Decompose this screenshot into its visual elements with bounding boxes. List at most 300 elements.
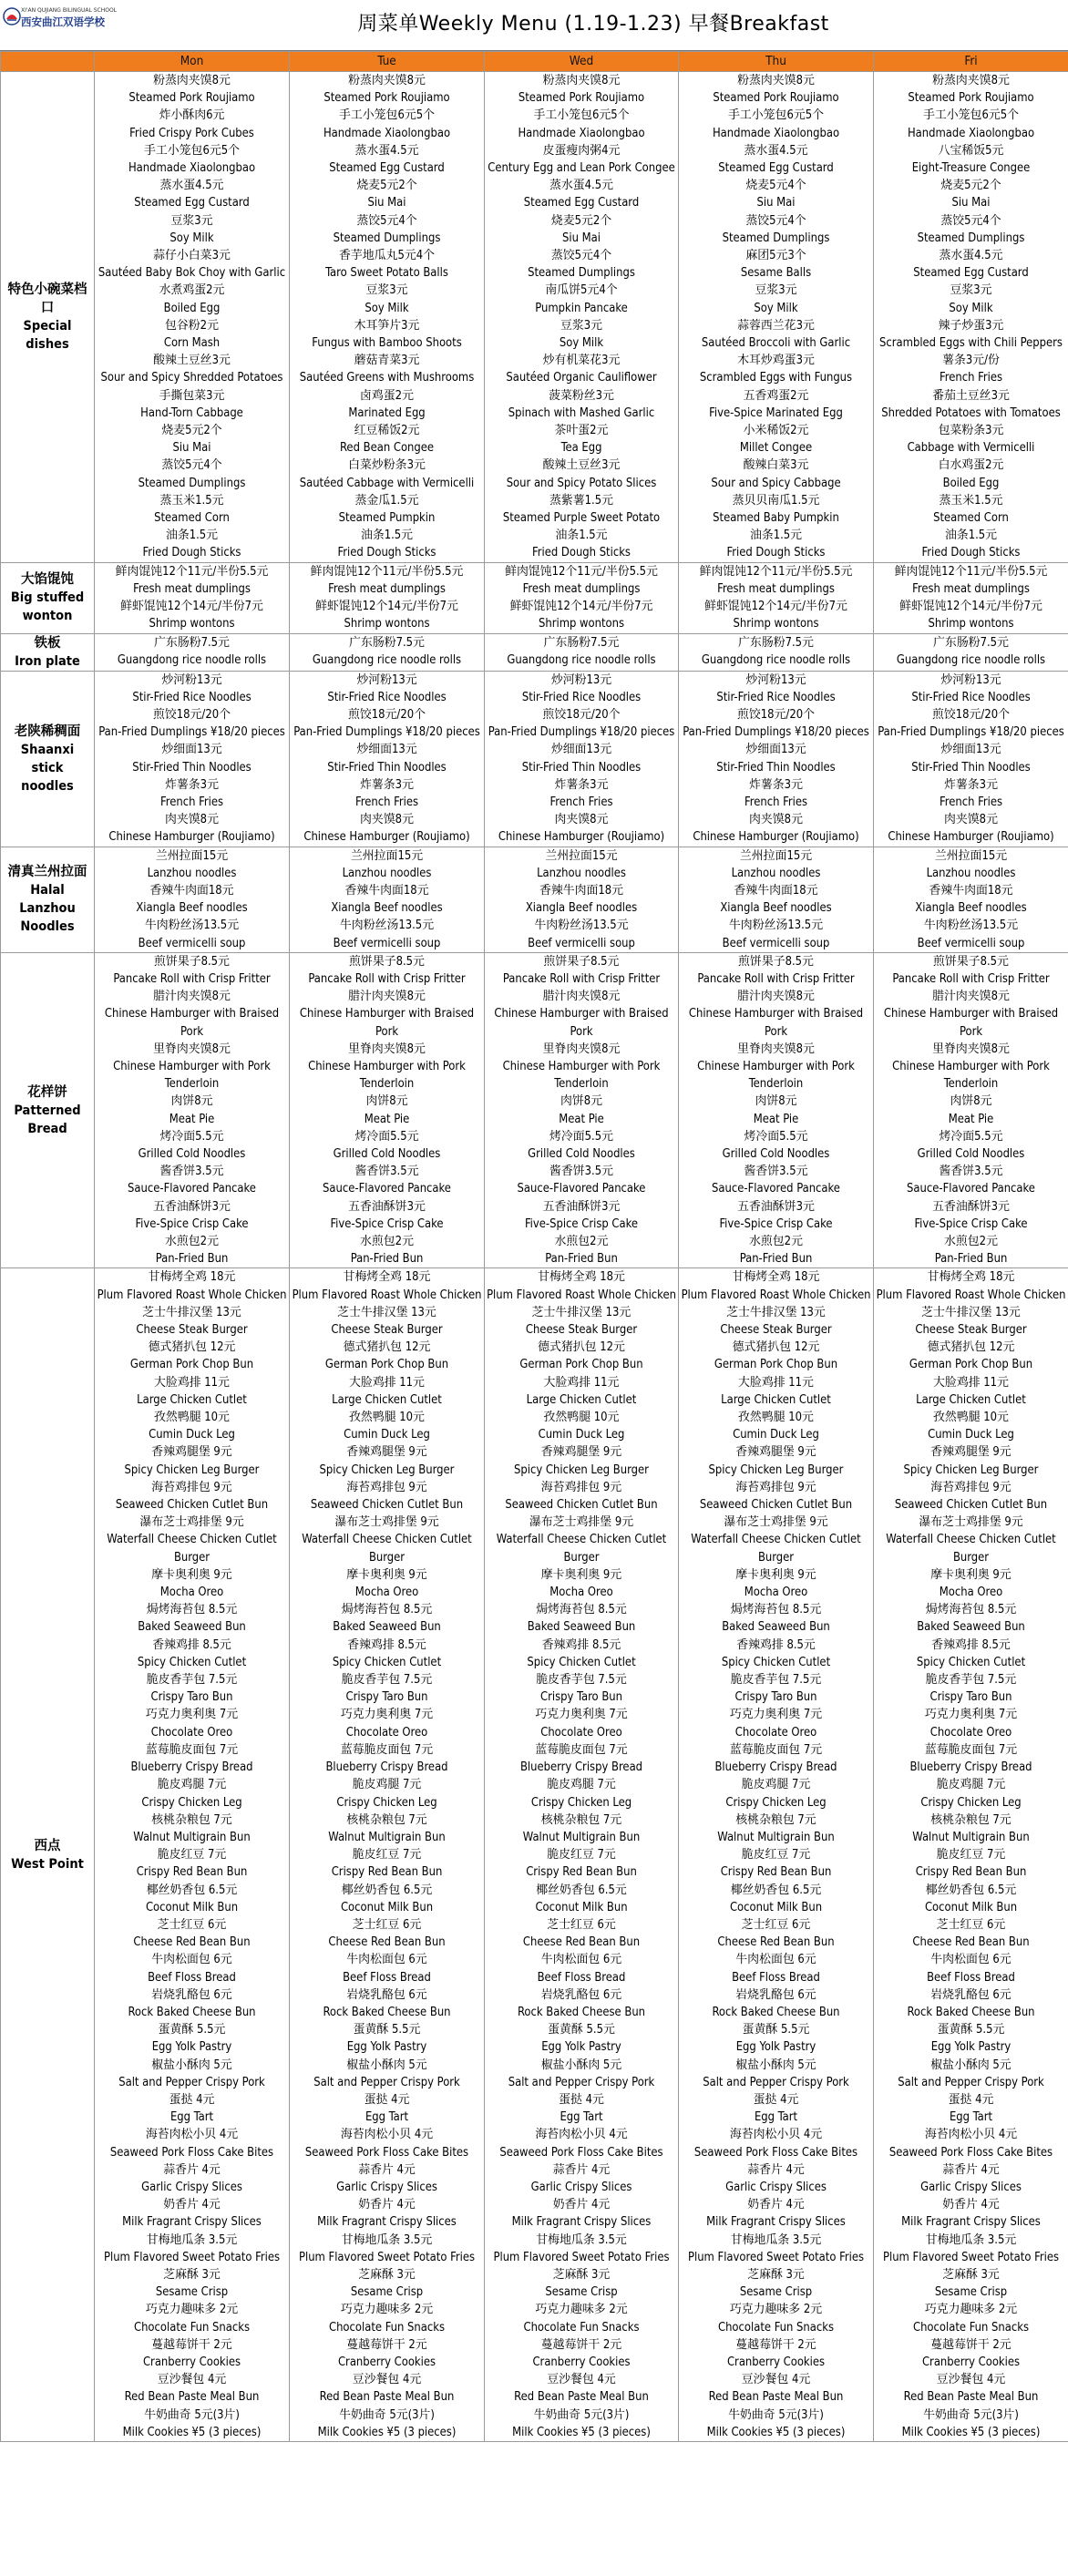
- menu-item-line: 奶香片 4元: [552, 2198, 611, 2212]
- menu-item-line: Steamed Pork Roujiamo: [128, 91, 255, 106]
- menu-item-line: Five-Spice Crisp Cake: [330, 1216, 444, 1231]
- menu-item-line: Plum Flavored Sweet Potato Fries: [298, 2250, 476, 2264]
- menu-item-line: Pan-Fried Dumplings ¥18/20 pieces: [293, 725, 480, 740]
- menu-item-line: Shrimp wontons: [928, 617, 1014, 631]
- menu-item-line: 卤鸡蛋2元: [360, 388, 414, 403]
- menu-item-line: Spicy Chicken Leg Burger: [903, 1462, 1039, 1477]
- menu-item-line: 鲜肉馄饨12个11元/半份5.5元: [310, 564, 464, 579]
- menu-item-line: Steamed Pork Roujiamo: [713, 91, 839, 106]
- menu-item-line: Lanzhou noodles: [731, 866, 821, 880]
- menu-item-line: Plum Flavored Sweet Potato Fries: [493, 2250, 670, 2264]
- menu-cell-wed: [485, 633, 679, 671]
- menu-item-line: 脆皮香芋包 7.5元: [536, 1673, 627, 1688]
- menu-item-line: 大脸鸡排 11元: [933, 1375, 1009, 1390]
- menu-item-line: Xiangla Beef noodles: [525, 901, 638, 916]
- category-name-cn: 铁板: [34, 635, 61, 651]
- menu-item-line: 海苔鸡排包 9元: [346, 1480, 427, 1494]
- menu-item-line: Coconut Milk Bun: [145, 1900, 239, 1914]
- category-row-big-stuffed-wonton: [1, 562, 1068, 633]
- menu-item-line: Fungus with Bamboo Shoots: [312, 336, 462, 351]
- menu-cell-wed: [485, 1268, 679, 2442]
- menu-item-line: Red Bean Paste Meal Bun: [319, 2390, 455, 2405]
- menu-item-line: 蒸饺5元4个: [161, 458, 222, 473]
- menu-item-line: 烧麦5元2个: [356, 179, 417, 193]
- menu-item-line: Guangdong rice noodle rolls: [117, 652, 267, 667]
- menu-cell-wed: [485, 562, 679, 633]
- menu-item-line: 兰州拉面15元: [350, 848, 424, 863]
- menu-item-line: Grilled Cold Noodles: [722, 1146, 830, 1161]
- category-name-en: West Point: [11, 1856, 84, 1872]
- menu-item-line: Soy Milk: [949, 301, 993, 315]
- menu-item-line: Crispy Chicken Leg: [336, 1795, 437, 1810]
- menu-item-line: 水煎包2元: [165, 1235, 219, 1248]
- menu-item-line: Spicy Chicken Leg Burger: [319, 1462, 455, 1477]
- menu-item-line: Steamed Dumplings: [722, 231, 830, 245]
- menu-item-line: 煎饼果子8.5元: [349, 954, 425, 969]
- menu-cell-wed: [485, 847, 679, 952]
- menu-item-line: 脆皮红豆 7元: [352, 1848, 422, 1863]
- menu-item-line: 芝麻酥 3元: [552, 2267, 611, 2282]
- menu-item-line: Baked Seaweed Bun: [722, 1620, 830, 1635]
- menu-item-line: 香辣鸡排 8.5元: [347, 1637, 426, 1652]
- menu-item-line: Pumpkin Pancake: [535, 301, 628, 315]
- menu-item-line: 蒸饺5元4个: [745, 213, 806, 228]
- category-label: [1, 72, 95, 563]
- menu-item-line: 德式猪扒包 12元: [927, 1340, 1015, 1355]
- menu-item-line: 辣子炒蛋3元: [938, 318, 1004, 333]
- menu-item-line: 广东肠粉7.5元: [543, 635, 620, 650]
- menu-item-line: Cheese Steak Burger: [915, 1323, 1027, 1338]
- menu-item-line: Guangdong rice noodle rolls: [896, 652, 1046, 667]
- menu-item-line: Pan-Fried Bun: [934, 1252, 1008, 1267]
- menu-item-line: 酸辣土豆丝3元: [542, 458, 621, 473]
- category-name-en: Shaanxi stick noodles: [20, 742, 75, 794]
- menu-item-line: Pancake Roll with Crisp Fritter: [892, 971, 1050, 986]
- menu-item-line: 核桃杂粮包 7元: [151, 1812, 232, 1827]
- menu-item-line: Scrambled Eggs with Chili Peppers: [879, 336, 1063, 351]
- menu-item-line: Sauce-Flavored Pancake: [128, 1182, 256, 1196]
- menu-item-line: 煎饺18元/20个: [932, 707, 1010, 722]
- menu-item-line: 兰州拉面15元: [155, 848, 229, 863]
- menu-item-line: 蓝莓脆皮面包 7元: [535, 1742, 628, 1757]
- menu-item-line: 煎饼果子8.5元: [154, 954, 230, 969]
- menu-item-line: Beef vermicelli soup: [917, 936, 1025, 950]
- menu-item-line: 香辣牛肉面18元: [734, 883, 818, 898]
- menu-item-line: Milk Cookies ¥5 (3 pieces): [706, 2425, 846, 2439]
- menu-item-line: Seaweed Pork Floss Cake Bites: [109, 2145, 274, 2160]
- menu-item-line: 核桃杂粮包 7元: [735, 1812, 816, 1827]
- menu-item-line: Steamed Dumplings: [528, 266, 635, 281]
- menu-item-line: Sesame Balls: [740, 266, 812, 281]
- menu-item-line: Sautéed Baby Bok Choy with Garlic: [98, 266, 286, 281]
- category-row-west-point: [1, 1268, 1068, 2442]
- menu-item-line: 蛋黄酥 5.5元: [158, 2023, 226, 2037]
- menu-item-line: Red Bean Paste Meal Bun: [903, 2390, 1039, 2405]
- menu-item-line: Cranberry Cookies: [142, 2355, 241, 2369]
- menu-item-line: Pancake Roll with Crisp Fritter: [697, 971, 855, 986]
- menu-item-line: 海苔肉松小贝 4元: [340, 2128, 434, 2142]
- category-name-cn: 老陕稀稠面: [14, 724, 81, 739]
- menu-item-line: 鲜肉馄饨12个11元/半份5.5元: [699, 564, 853, 579]
- menu-item-line: Walnut Multigrain Bun: [328, 1830, 446, 1844]
- menu-item-line: Walnut Multigrain Bun: [717, 1830, 835, 1844]
- menu-item-line: 手工小笼包6元5个: [728, 108, 824, 123]
- menu-item-line: Red Bean Paste Meal Bun: [708, 2390, 844, 2405]
- menu-item-line: 芝麻酥 3元: [358, 2267, 416, 2282]
- menu-item-line: 五香油酥饼3元: [737, 1199, 815, 1214]
- menu-item-line: 甘梅地瓜条 3.5元: [730, 2232, 822, 2247]
- menu-item-line: Blueberry Crispy Bread: [130, 1760, 253, 1775]
- menu-item-line: Cumin Duck Leg: [344, 1428, 430, 1442]
- menu-item-line: 炸薯条3元: [360, 777, 414, 792]
- menu-item-line: Plum Flavored Roast Whole Chicken: [97, 1288, 287, 1302]
- menu-item-line: 蒜蓉西兰花3元: [737, 318, 815, 333]
- menu-item-line: Blueberry Crispy Bread: [519, 1760, 643, 1775]
- menu-item-line: Plum Flavored Sweet Potato Fries: [882, 2250, 1060, 2264]
- menu-item-line: Egg Tart: [365, 2110, 409, 2125]
- menu-item-line: 番茄土豆丝3元: [932, 388, 1010, 403]
- menu-item-line: Chocolate Fun Snacks: [328, 2320, 446, 2335]
- menu-item-line: Fresh meat dumplings: [522, 581, 641, 596]
- menu-item-line: Sauce-Flavored Pancake: [323, 1182, 451, 1196]
- menu-item-line: 红豆稀饭2元: [354, 424, 420, 438]
- menu-item-line: Beef Floss Bread: [927, 1970, 1015, 1985]
- menu-item-line: Cheese Red Bean Bun: [133, 1935, 251, 1950]
- menu-item-line: Steamed Dumplings: [333, 231, 441, 245]
- menu-item-line: 瀑布芝士鸡排堡 9元: [724, 1515, 828, 1530]
- menu-item-line: German Pork Chop Bun: [909, 1358, 1033, 1372]
- menu-item-line: 烧麦5元2个: [940, 179, 1001, 193]
- menu-item-line: Cumin Duck Leg: [538, 1428, 625, 1442]
- menu-item-line: 蓝莓脆皮面包 7元: [145, 1742, 239, 1757]
- menu-item-line: Cumin Duck Leg: [149, 1428, 235, 1442]
- menu-item-line: 豆浆3元: [365, 283, 408, 298]
- menu-item-line: 焗烤海苔包 8.5元: [146, 1603, 238, 1617]
- weekly-menu-table: [0, 51, 1068, 2442]
- menu-item-line: Milk Cookies ¥5 (3 pieces): [122, 2425, 262, 2439]
- menu-item-line: 香辣鸡腿堡 9元: [151, 1445, 232, 1460]
- menu-item-line: 脆皮香芋包 7.5元: [146, 1673, 238, 1688]
- menu-item-line: Waterfall Cheese Chicken Cutlet Burger: [691, 1533, 861, 1565]
- menu-item-line: 油条1.5元: [165, 529, 219, 543]
- menu-item-line: Red Bean Paste Meal Bun: [124, 2390, 260, 2405]
- menu-item-line: Walnut Multigrain Bun: [522, 1830, 641, 1844]
- menu-item-line: 手工小笼包6元5个: [923, 108, 1019, 123]
- menu-item-line: Grilled Cold Noodles: [528, 1146, 635, 1161]
- menu-item-line: 蒸水蛋4.5元: [549, 179, 613, 193]
- menu-cell-tue: [290, 671, 485, 847]
- menu-item-line: Stir-Fried Rice Noodles: [327, 690, 447, 704]
- menu-item-line: 瀑布芝士鸡排堡 9元: [529, 1515, 634, 1530]
- category-name-en: Special dishes: [23, 318, 72, 352]
- menu-item-line: 甘梅烤全鸡 18元: [732, 1270, 820, 1285]
- menu-item-line: 牛肉松面包 6元: [151, 1953, 232, 1967]
- menu-item-line: 岩烧乳酪包 6元: [930, 1987, 1012, 2002]
- menu-item-line: 手工小笼包6元5个: [339, 108, 435, 123]
- menu-item-line: 香芋地瓜丸5元4个: [339, 249, 435, 263]
- menu-item-line: Plum Flavored Roast Whole Chicken: [681, 1288, 871, 1302]
- menu-cell-wed: [485, 952, 679, 1268]
- menu-item-line: Pan-Fried Dumplings ¥18/20 pieces: [683, 725, 869, 740]
- menu-item-line: 炸薯条3元: [749, 777, 803, 792]
- menu-item-line: Sauce-Flavored Pancake: [517, 1182, 646, 1196]
- menu-item-line: 炒河粉13元: [550, 672, 612, 687]
- menu-cell-mon: [95, 952, 290, 1268]
- menu-item-line: Five-Spice Marinated Egg: [709, 405, 843, 420]
- menu-item-line: 德式猪扒包 12元: [343, 1340, 431, 1355]
- menu-item-line: Baked Seaweed Bun: [138, 1620, 246, 1635]
- menu-item-line: Egg Yolk Pastry: [151, 2040, 232, 2055]
- menu-item-line: 炒有机菜花3元: [542, 354, 621, 368]
- menu-item-line: 巧克力趣味多 2元: [924, 2303, 1018, 2317]
- menu-item-line: 肉饼8元: [365, 1094, 408, 1109]
- menu-item-line: 牛奶曲奇 5元(3片): [923, 2407, 1019, 2422]
- menu-item-line: Pancake Roll with Crisp Fritter: [308, 971, 466, 986]
- menu-item-line: Chocolate Fun Snacks: [717, 2320, 835, 2335]
- menu-item-line: Xiangla Beef noodles: [915, 901, 1027, 916]
- menu-item-line: Lanzhou noodles: [147, 866, 237, 880]
- menu-cell-tue: [290, 72, 485, 563]
- menu-item-line: 脆皮香芋包 7.5元: [925, 1673, 1017, 1688]
- menu-item-line: Guangdong rice noodle rolls: [312, 652, 462, 667]
- menu-item-line: 蛋黄酥 5.5元: [353, 2023, 421, 2037]
- menu-item-line: Chocolate Fun Snacks: [912, 2320, 1030, 2335]
- menu-item-line: Sesame Crisp: [739, 2285, 813, 2300]
- menu-item-line: 香辣鸡排 8.5元: [541, 1637, 621, 1652]
- menu-item-line: Stir-Fried Thin Noodles: [716, 760, 836, 775]
- menu-item-line: Shrimp wontons: [344, 617, 430, 631]
- menu-item-line: 薯条3元/份: [942, 354, 1000, 368]
- menu-item-line: 炒河粉13元: [745, 672, 806, 687]
- menu-item-line: German Pork Chop Bun: [714, 1358, 838, 1372]
- menu-item-line: 核桃杂粮包 7元: [540, 1812, 622, 1827]
- menu-item-line: 芝麻酥 3元: [942, 2267, 1000, 2282]
- menu-cell-tue: [290, 847, 485, 952]
- menu-item-line: Plum Flavored Roast Whole Chicken: [292, 1288, 482, 1302]
- menu-item-line: 德式猪扒包 12元: [732, 1340, 820, 1355]
- menu-item-line: 芝士牛排汉堡 13元: [337, 1305, 436, 1319]
- menu-item-line: 大脸鸡排 11元: [349, 1375, 425, 1390]
- menu-item-line: 豆沙餐包 4元: [157, 2373, 227, 2387]
- menu-item-line: 手工小笼包6元5个: [144, 143, 240, 158]
- menu-item-line: 水煎包2元: [360, 1235, 414, 1248]
- menu-item-line: 德式猪扒包 12元: [148, 1340, 236, 1355]
- menu-item-line: 巧克力奥利奥 7元: [145, 1708, 239, 1722]
- menu-item-line: Plum Flavored Sweet Potato Fries: [687, 2250, 865, 2264]
- menu-item-line: Baked Seaweed Bun: [527, 1620, 636, 1635]
- menu-item-line: Soy Milk: [365, 301, 409, 315]
- menu-item-line: Siu Mai: [172, 441, 211, 456]
- menu-item-line: 五香油酥饼3元: [542, 1199, 621, 1214]
- menu-item-line: Large Chicken Cutlet: [916, 1392, 1026, 1407]
- menu-item-line: 蒜仔小白菜3元: [153, 249, 231, 263]
- menu-item-line: 椒盐小酥肉 5元: [540, 2058, 622, 2072]
- menu-item-line: Chocolate Oreo: [734, 1725, 817, 1740]
- menu-item-line: 瀑布芝士鸡排堡 9元: [139, 1515, 244, 1530]
- menu-item-line: Large Chicken Cutlet: [137, 1392, 247, 1407]
- menu-item-line: Seaweed Chicken Cutlet Bun: [894, 1498, 1048, 1513]
- menu-item-line: 五香油酥饼3元: [348, 1199, 426, 1214]
- menu-item-line: Crispy Chicken Leg: [920, 1795, 1022, 1810]
- menu-item-line: 酱香饼3.5元: [939, 1165, 1003, 1179]
- category-name-cn: 大馅馄饨: [21, 572, 74, 588]
- menu-item-line: 五香油酥饼3元: [932, 1199, 1010, 1214]
- menu-item-line: Plum Flavored Roast Whole Chicken: [487, 1288, 676, 1302]
- menu-item-line: 豆浆3元: [950, 283, 992, 298]
- menu-item-line: Sesame Crisp: [350, 2285, 424, 2300]
- menu-item-line: Pancake Roll with Crisp Fritter: [113, 971, 271, 986]
- menu-item-line: 鲜虾馄饨12个14元/半份7元: [704, 600, 847, 614]
- menu-item-line: Fried Dough Sticks: [532, 546, 631, 560]
- menu-item-line: Shrimp wontons: [538, 617, 624, 631]
- menu-item-line: 粉蒸肉夹馍8元: [153, 74, 231, 87]
- menu-item-line: Crispy Taro Bun: [150, 1690, 233, 1705]
- category-name-en: Halal Lanzhou Noodles: [19, 883, 76, 935]
- menu-item-line: 肉饼8元: [755, 1094, 797, 1109]
- menu-item-line: Egg Tart: [560, 2110, 603, 2125]
- menu-item-line: Salt and Pepper Crispy Pork: [118, 2075, 265, 2089]
- menu-item-line: Milk Fragrant Crispy Slices: [317, 2215, 457, 2230]
- menu-item-line: Steamed Pork Roujiamo: [908, 91, 1034, 106]
- menu-item-line: Millet Congee: [739, 441, 813, 456]
- menu-item-line: Large Chicken Cutlet: [721, 1392, 831, 1407]
- menu-item-line: Chinese Hamburger with Pork Tenderloin: [697, 1059, 855, 1092]
- menu-item-line: 兰州拉面15元: [545, 848, 618, 863]
- menu-item-line: 煎饺18元/20个: [348, 707, 426, 722]
- menu-item-line: 椰丝奶香包 6.5元: [146, 1883, 238, 1897]
- menu-item-line: German Pork Chop Bun: [129, 1358, 254, 1372]
- menu-item-line: Walnut Multigrain Bun: [912, 1830, 1030, 1844]
- menu-item-line: Handmade Xiaolongbao: [518, 126, 645, 140]
- menu-item-line: Steamed Egg Custard: [523, 196, 640, 210]
- menu-item-line: Large Chicken Cutlet: [526, 1392, 637, 1407]
- menu-item-line: 蛋黄酥 5.5元: [548, 2023, 615, 2037]
- menu-item-line: 孜然鸭腿 10元: [933, 1411, 1009, 1425]
- menu-item-line: Beef vermicelli soup: [722, 936, 830, 950]
- menu-item-line: Spicy Chicken Leg Burger: [514, 1462, 649, 1477]
- menu-item-line: 岩烧乳酪包 6元: [151, 1987, 232, 2002]
- menu-item-line: 鲜肉馄饨12个11元/半份5.5元: [894, 564, 1048, 579]
- menu-item-line: Soy Milk: [559, 336, 604, 351]
- menu-item-line: 粉蒸肉夹馍8元: [737, 74, 815, 87]
- menu-item-line: 鲜肉馄饨12个11元/半份5.5元: [115, 564, 269, 579]
- menu-item-line: Seaweed Pork Floss Cake Bites: [693, 2145, 858, 2160]
- menu-item-line: 蒜香片 4元: [747, 2162, 805, 2177]
- menu-item-line: 芝士红豆 6元: [547, 1917, 616, 1932]
- menu-item-line: Steamed Egg Custard: [329, 161, 445, 176]
- menu-item-line: 孜然鸭腿 10元: [349, 1411, 425, 1425]
- menu-item-line: Rock Baked Cheese Bun: [712, 2005, 840, 2019]
- menu-cell-fri: [874, 671, 1068, 847]
- menu-item-line: Sautéed Greens with Mushrooms: [299, 371, 475, 385]
- menu-item-line: Cheese Steak Burger: [331, 1323, 443, 1338]
- menu-item-line: Crispy Red Bean Bun: [136, 1865, 248, 1880]
- menu-item-line: Chocolate Oreo: [929, 1725, 1012, 1740]
- menu-item-line: Fresh meat dumplings: [717, 581, 835, 596]
- menu-item-line: 蔓越莓饼干 2元: [735, 2337, 816, 2352]
- menu-item-line: 腊汁肉夹馍8元: [542, 990, 621, 1004]
- menu-item-line: 水煎包2元: [749, 1235, 803, 1248]
- menu-item-line: 脆皮红豆 7元: [741, 1848, 811, 1863]
- menu-item-line: 蒸水蛋4.5元: [939, 249, 1003, 263]
- menu-cell-thu: [679, 1268, 874, 2442]
- menu-item-line: 脆皮鸡腿 7元: [352, 1778, 422, 1792]
- menu-item-line: Stir-Fried Rice Noodles: [911, 690, 1031, 704]
- menu-item-line: Meat Pie: [753, 1112, 799, 1126]
- menu-item-line: 蒸水蛋4.5元: [354, 143, 419, 158]
- menu-item-line: Red Bean Congee: [339, 441, 435, 456]
- menu-item-line: 瀑布芝士鸡排堡 9元: [919, 1515, 1023, 1530]
- menu-item-line: Cranberry Cookies: [337, 2355, 436, 2369]
- menu-item-line: Boiled Egg: [163, 301, 221, 315]
- menu-item-line: 煎饺18元/20个: [542, 707, 621, 722]
- menu-item-line: Coconut Milk Bun: [340, 1900, 434, 1914]
- menu-item-line: 肉饼8元: [560, 1094, 603, 1109]
- menu-item-line: 油条1.5元: [555, 529, 608, 543]
- menu-item-line: Waterfall Cheese Chicken Cutlet Burger: [107, 1533, 277, 1565]
- menu-item-line: 椰丝奶香包 6.5元: [341, 1883, 433, 1897]
- menu-item-line: Steamed Purple Sweet Potato: [502, 511, 661, 526]
- menu-item-line: Beef vermicelli soup: [528, 936, 635, 950]
- menu-item-line: Handmade Xiaolongbao: [128, 161, 256, 176]
- menu-item-line: 甘梅烤全鸡 18元: [927, 1270, 1015, 1285]
- menu-item-line: 牛肉松面包 6元: [346, 1953, 427, 1967]
- menu-item-line: 甘梅地瓜条 3.5元: [341, 2232, 433, 2247]
- menu-cell-fri: [874, 1268, 1068, 2442]
- menu-item-line: Cheese Steak Burger: [136, 1323, 248, 1338]
- menu-item-line: 椒盐小酥肉 5元: [930, 2058, 1012, 2072]
- menu-item-line: Five-Spice Crisp Cake: [719, 1216, 833, 1231]
- menu-item-line: Eight-Treasure Congee: [911, 161, 1031, 176]
- menu-item-line: 豆沙餐包 4元: [547, 2373, 616, 2387]
- menu-item-line: 茶叶蛋2元: [554, 424, 609, 438]
- menu-item-line: Cranberry Cookies: [726, 2355, 826, 2369]
- menu-item-line: Rock Baked Cheese Bun: [128, 2005, 256, 2019]
- menu-item-line: 香辣牛肉面18元: [929, 883, 1013, 898]
- menu-item-line: Pan-Fried Bun: [739, 1252, 813, 1267]
- menu-item-line: 五香鸡蛋2元: [743, 388, 809, 403]
- menu-item-line: Stir-Fried Thin Noodles: [132, 760, 252, 775]
- menu-item-line: Scrambled Eggs with Fungus: [699, 371, 853, 385]
- menu-item-line: 水煎包2元: [554, 1235, 609, 1248]
- menu-item-line: 大脸鸡排 11元: [154, 1375, 230, 1390]
- menu-item-line: 甘梅地瓜条 3.5元: [925, 2232, 1017, 2247]
- menu-item-line: 包菜粉条3元: [938, 424, 1004, 438]
- menu-item-line: Cranberry Cookies: [921, 2355, 1021, 2369]
- menu-item-line: 蒜香片 4元: [942, 2162, 1000, 2177]
- menu-cell-tue: [290, 952, 485, 1268]
- menu-item-line: Steamed Egg Custard: [134, 196, 250, 210]
- menu-item-line: Red Bean Paste Meal Bun: [514, 2390, 649, 2405]
- menu-cell-fri: [874, 633, 1068, 671]
- menu-item-line: Blueberry Crispy Bread: [325, 1760, 448, 1775]
- menu-cell-mon: [95, 562, 290, 633]
- menu-item-line: Seaweed Pork Floss Cake Bites: [888, 2145, 1053, 2160]
- menu-item-line: 甘梅地瓜条 3.5元: [146, 2232, 238, 2247]
- menu-item-line: Stir-Fried Thin Noodles: [911, 760, 1031, 775]
- menu-item-line: 岩烧乳酪包 6元: [346, 1987, 427, 2002]
- menu-item-line: 香辣牛肉面18元: [149, 883, 234, 898]
- menu-item-line: Xiangla Beef noodles: [331, 901, 443, 916]
- menu-cell-mon: [95, 72, 290, 563]
- menu-item-line: Crispy Red Bean Bun: [915, 1865, 1027, 1880]
- menu-item-line: Sesame Crisp: [934, 2285, 1008, 2300]
- menu-item-line: 豆沙餐包 4元: [936, 2373, 1006, 2387]
- menu-item-line: Handmade Xiaolongbao: [907, 126, 1035, 140]
- menu-item-line: Crispy Chicken Leg: [530, 1795, 632, 1810]
- menu-item-line: Corn Mash: [163, 336, 221, 351]
- menu-item-line: Waterfall Cheese Chicken Cutlet Burger: [302, 1533, 472, 1565]
